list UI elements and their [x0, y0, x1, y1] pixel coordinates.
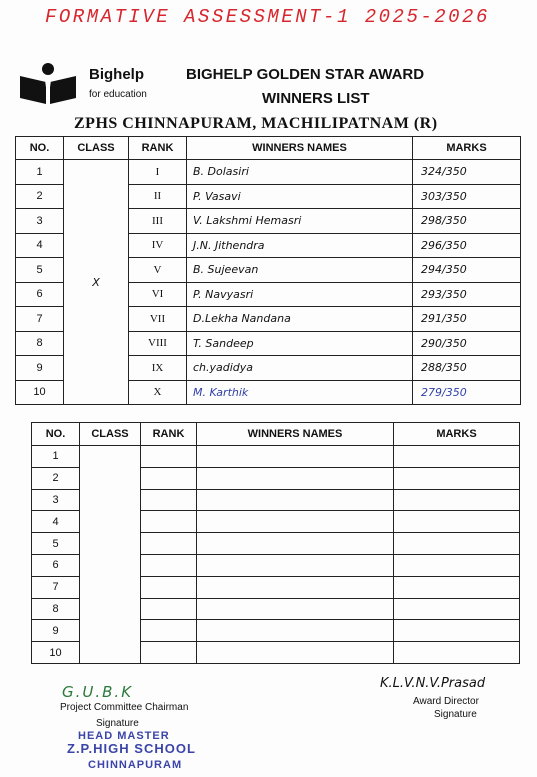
- rank-cell-blank: [141, 642, 197, 664]
- col-name-header: WINNERS NAMES: [187, 137, 413, 160]
- marks-cell-blank: [394, 467, 520, 489]
- rank-value: IX: [129, 356, 187, 381]
- col-marks-header: MARKS: [413, 137, 521, 160]
- winner-marks: 303/350: [413, 184, 521, 209]
- row-number: 10: [32, 642, 80, 664]
- rank-cell-blank: [141, 620, 197, 642]
- winner-marks: 288/350: [413, 356, 521, 381]
- marks-cell-blank: [394, 446, 520, 468]
- marks-cell-blank: [394, 511, 520, 533]
- winner-marks: 298/350: [413, 209, 521, 234]
- rank-value: IV: [129, 233, 187, 258]
- winners-table-blank: [31, 422, 520, 664]
- rank-value: VI: [129, 282, 187, 307]
- col-no-header: NO.: [32, 423, 80, 446]
- winner-marks: 324/350: [413, 160, 521, 185]
- name-cell-blank: [197, 489, 394, 511]
- row-number: 8: [16, 331, 64, 356]
- row-number: 5: [32, 533, 80, 555]
- rank-cell-blank: [141, 489, 197, 511]
- winner-name: B. Dolasiri: [187, 160, 413, 185]
- row-number: 6: [32, 554, 80, 576]
- name-cell-blank: [197, 467, 394, 489]
- stamp-line-3: CHINNAPURAM: [88, 759, 183, 771]
- row-number: 9: [16, 356, 64, 381]
- rank-value: II: [129, 184, 187, 209]
- col-marks-header: MARKS: [394, 423, 520, 446]
- name-cell-blank: [197, 598, 394, 620]
- school-name: ZPHS CHINNAPURAM, MACHILIPATNAM (R): [74, 115, 438, 132]
- col-name-header: WINNERS NAMES: [197, 423, 394, 446]
- chairman-title: Project Committee Chairman: [60, 702, 189, 713]
- row-number: 1: [16, 160, 64, 185]
- winner-marks: 279/350: [413, 380, 521, 405]
- name-cell-blank: [197, 554, 394, 576]
- row-number: 9: [32, 620, 80, 642]
- col-no-header: NO.: [16, 137, 64, 160]
- marks-cell-blank: [394, 489, 520, 511]
- col-class-header: CLASS: [80, 423, 141, 446]
- table-header-row: [32, 423, 520, 446]
- stamp-line-1: HEAD MASTER: [78, 730, 170, 742]
- name-cell-blank: [197, 446, 394, 468]
- row-number: 3: [16, 209, 64, 234]
- winner-marks: 290/350: [413, 331, 521, 356]
- table-row: [16, 160, 521, 185]
- col-class-header: CLASS: [64, 137, 129, 160]
- winners-table-filled: [15, 136, 521, 405]
- winner-name: T. Sandeep: [187, 331, 413, 356]
- award-subtitle: WINNERS LIST: [262, 90, 370, 107]
- col-rank-header: RANK: [129, 137, 187, 160]
- chairman-signature: G.U.B.K: [62, 683, 134, 701]
- rank-cell-blank: [141, 554, 197, 576]
- class-cell-blank: [80, 446, 141, 664]
- rank-cell-blank: [141, 576, 197, 598]
- director-signature-label: Signature: [434, 709, 477, 720]
- assessment-header: FORMATIVE ASSESSMENT-1 2025-2026: [45, 6, 490, 28]
- brand-tagline: for education: [89, 89, 147, 100]
- rank-value: X: [129, 380, 187, 405]
- class-value: X: [64, 160, 129, 405]
- chairman-signature-label: Signature: [96, 718, 139, 729]
- table-header-row: [16, 137, 521, 160]
- marks-cell-blank: [394, 533, 520, 555]
- winner-name: V. Lakshmi Hemasri: [187, 209, 413, 234]
- marks-cell-blank: [394, 642, 520, 664]
- marks-cell-blank: [394, 554, 520, 576]
- row-number: 10: [16, 380, 64, 405]
- winner-name: P. Vasavi: [187, 184, 413, 209]
- marks-cell-blank: [394, 598, 520, 620]
- award-title: BIGHELP GOLDEN STAR AWARD: [186, 66, 425, 83]
- winner-name: D.Lekha Nandana: [187, 307, 413, 332]
- rank-value: VII: [129, 307, 187, 332]
- bighelp-logo-icon: [16, 62, 80, 106]
- name-cell-blank: [197, 533, 394, 555]
- name-cell-blank: [197, 642, 394, 664]
- winner-marks: 291/350: [413, 307, 521, 332]
- rank-cell-blank: [141, 467, 197, 489]
- marks-cell-blank: [394, 620, 520, 642]
- winner-name: B. Sujeevan: [187, 258, 413, 283]
- winner-marks: 296/350: [413, 233, 521, 258]
- row-number: 1: [32, 446, 80, 468]
- rank-cell-blank: [141, 511, 197, 533]
- winner-marks: 293/350: [413, 282, 521, 307]
- row-number: 8: [32, 598, 80, 620]
- winner-name: P. Navyasri: [187, 282, 413, 307]
- stamp-line-2: Z.P.HIGH SCHOOL: [67, 741, 196, 756]
- row-number: 5: [16, 258, 64, 283]
- name-cell-blank: [197, 511, 394, 533]
- rank-value: V: [129, 258, 187, 283]
- rank-value: I: [129, 160, 187, 185]
- winner-name: M. Karthik: [187, 380, 413, 405]
- name-cell-blank: [197, 576, 394, 598]
- row-number: 7: [16, 307, 64, 332]
- winner-name: ch.yadidya: [187, 356, 413, 381]
- row-number: 4: [32, 511, 80, 533]
- row-number: 3: [32, 489, 80, 511]
- rank-cell-blank: [141, 446, 197, 468]
- row-number: 2: [16, 184, 64, 209]
- marks-cell-blank: [394, 576, 520, 598]
- director-title: Award Director: [413, 696, 479, 707]
- rank-cell-blank: [141, 533, 197, 555]
- row-number: 2: [32, 467, 80, 489]
- brand-name: Bighelp: [89, 66, 144, 83]
- winner-marks: 294/350: [413, 258, 521, 283]
- rank-cell-blank: [141, 598, 197, 620]
- row-number: 6: [16, 282, 64, 307]
- winner-name: J.N. Jithendra: [187, 233, 413, 258]
- rank-value: VIII: [129, 331, 187, 356]
- rank-value: III: [129, 209, 187, 234]
- director-signature: K.L.V.N.V.Prasad: [380, 676, 486, 691]
- col-rank-header: RANK: [141, 423, 197, 446]
- row-number: 7: [32, 576, 80, 598]
- name-cell-blank: [197, 620, 394, 642]
- row-number: 4: [16, 233, 64, 258]
- table-row: [32, 446, 520, 468]
